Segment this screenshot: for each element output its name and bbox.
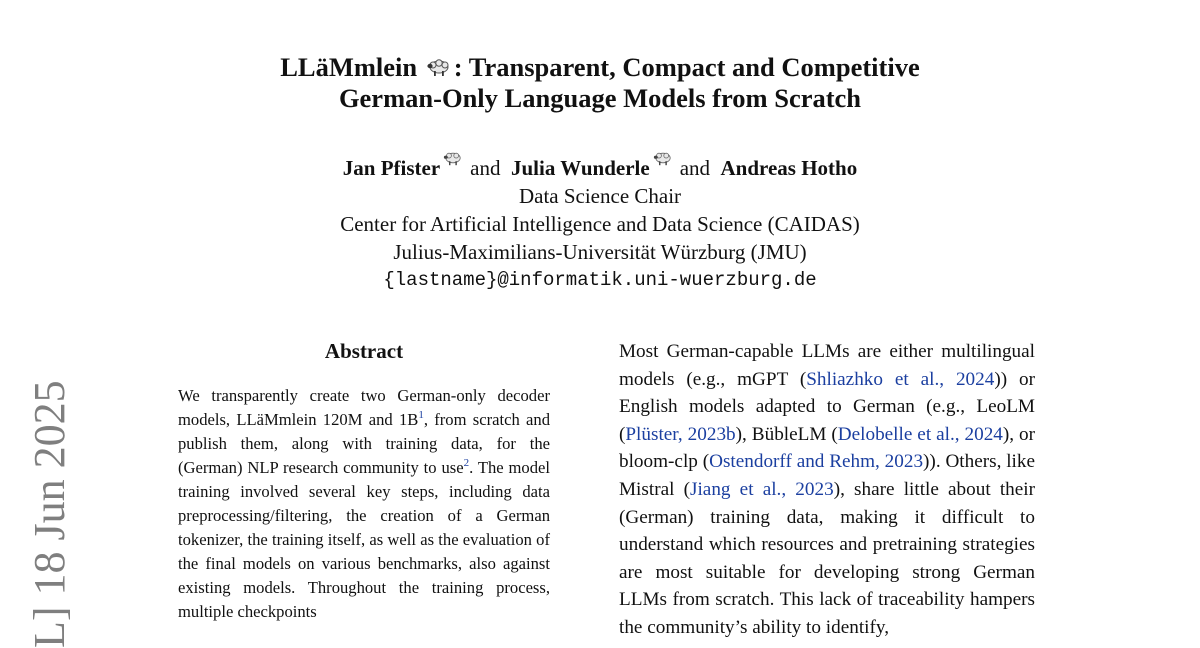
arxiv-stamp-text: L] 18 Jun 2025	[25, 380, 74, 648]
author-sep-2: and	[679, 156, 711, 180]
author-3: Andreas Hotho	[720, 156, 858, 180]
intro-text-6: ), share little about their (German) training data, making it difficult to understand which resources and pretraining strategies are most suitable for developing strong German LLMs from scratch. This lack of traceability hampers the community’s ability to identify,	[619, 478, 1035, 638]
author-2: Julia Wunderle	[511, 156, 650, 180]
citation-link[interactable]: Ostendorff and Rehm, 2023	[709, 451, 924, 473]
affiliation-university: Julius-Maximilians-Universität Würzburg (JMU)	[393, 240, 807, 264]
abstract-part-2: , from scratch and publish them, along with training data, for the (German) NLP research community to use	[178, 410, 550, 477]
intro-text-3: ), BübleLM (	[735, 423, 838, 445]
intro-paragraph	[619, 338, 1035, 642]
title-line2: German-Only Language Models from Scratch	[338, 83, 862, 113]
title-rest: : Transparent, Compact and Competitive	[453, 52, 920, 82]
author-email: {lastname}@informatik.uni-wuerzburg.de	[383, 269, 817, 291]
footnote-marker-2[interactable]: 2	[463, 457, 470, 469]
affiliation-chair: Data Science Chair	[518, 184, 682, 208]
citation-link[interactable]: Shliazhko et al., 2024	[806, 368, 995, 390]
citation-link[interactable]: Plüster, 2023b	[625, 423, 736, 445]
citation-link[interactable]: Delobelle et al., 2024	[837, 423, 1003, 445]
arxiv-stamp	[25, 348, 74, 648]
abstract-text	[178, 384, 550, 624]
sheep-icon	[426, 57, 452, 77]
sheep-icon	[442, 150, 464, 166]
author-1: Jan Pfister	[342, 156, 441, 180]
intro-text-1: Most German-capable LLMs are either multilingual models (e.g., mGPT (	[619, 341, 1035, 390]
intro-text-4: ), or bloom-clp (	[619, 423, 1036, 473]
author-block	[0, 150, 1200, 294]
footnote-marker-1[interactable]: 1	[418, 409, 424, 421]
citation-link[interactable]: Jiang et al., 2023	[690, 478, 834, 500]
intro-text-5: )). Others, like Mistral (	[619, 451, 1035, 500]
paper-title	[0, 52, 1200, 114]
sheep-icon	[652, 150, 674, 166]
intro-text-2: )) or English models adapted to German (e.g., LeoLM (	[619, 368, 1036, 445]
author-line	[0, 150, 1200, 182]
author-sep-1: and	[470, 156, 501, 180]
affiliation-center: Center for Artificial Intelligence and Data Science (CAIDAS)	[340, 212, 860, 236]
abstract-heading: Abstract	[324, 339, 404, 363]
abstract-part-1: We transparently create two German-only decoder models, LLäMmlein 120M and 1B	[178, 386, 550, 429]
title-name: LLäMmlein	[280, 52, 418, 82]
abstract-part-3: . The model training involved several key steps, including data preprocessing/filtering, the creation of a German tokenizer, the training itself, as well as the evaluation of the final models on various benchmarks, also against existing models. Throughout the training process, multiple checkpoints	[178, 458, 550, 621]
